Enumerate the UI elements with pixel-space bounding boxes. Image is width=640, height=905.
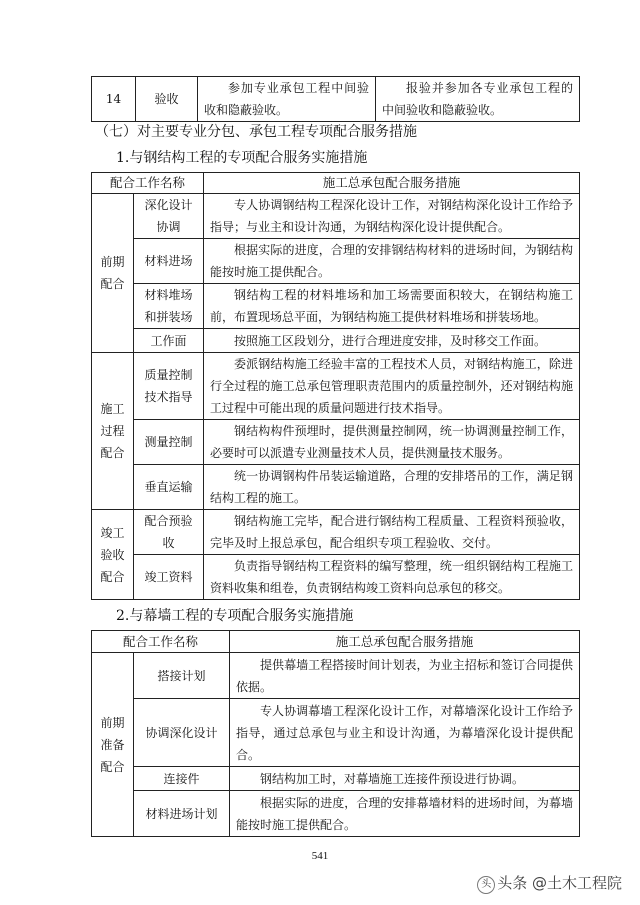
- steel-title: 1.与钢结构工程的专项配合服务实施措施: [116, 150, 368, 166]
- header-work: 配合工作名称: [92, 631, 230, 653]
- watermark-text: 头条 @土木工程院: [497, 874, 622, 892]
- item-text: 委派钢结构施工经验丰富的工程技术人员，对钢结构施工，除进行全过程的施工总承包管理职责范围内的质量控制外，还对钢结构施工过程中可能出现的质量问题进行技术指导。: [204, 353, 580, 420]
- item-text: 提供幕墙工程搭接时间计划表，为业主招标和签订合同提供依据。: [230, 653, 580, 699]
- item-name: 材料堆场和拼装场: [134, 284, 204, 329]
- item-text: 钢结构工程的材料堆场和加工场需要面积较大，在钢结构施工前，布置现场总平面，为钢结构施工提供材料堆场和拼装场地。: [204, 284, 580, 329]
- group-label: 施工过程配合: [92, 353, 134, 510]
- item-name: 材料进场: [134, 239, 204, 284]
- item-text: 专人协调幕墙工程深化设计工作，对幕墙深化设计工作给予指导，通过总承包与业主和设计沟通，为幕墙深化设计提供配合。: [230, 699, 580, 767]
- item-text: 按照施工区段划分，进行合理进度安排，及时移交工作面。: [204, 329, 580, 353]
- item-name: 连接件: [134, 767, 230, 791]
- table-row: [92, 284, 580, 329]
- item-text: 根据实际的进度，合理的安排钢结构材料的进场时间，为钢结构能按时施工提供配合。: [204, 239, 580, 284]
- table-row: [92, 194, 580, 239]
- item-text: 钢结构施工完毕，配合进行钢结构工程质量、工程资料预验收，完毕及时上报总承包，配合组织专项工程验收、交付。: [204, 510, 580, 555]
- table-row: [92, 329, 580, 353]
- row-number: 14: [92, 77, 136, 122]
- table-row: [92, 767, 580, 791]
- item-text: 钢结构构件预埋时，提供测量控制网，统一协调测量控制工作，必要时可以派遣专业测量技术人员，提供测量技术服务。: [204, 420, 580, 465]
- table-row: [92, 510, 580, 555]
- item-name: 质量控制技术指导: [134, 353, 204, 420]
- table-row: [92, 239, 580, 284]
- row-gc-text: 参加专业承包工程中间验收和隐蔽验收。: [198, 77, 376, 122]
- page-number: 541: [311, 850, 329, 862]
- table-row: [92, 465, 580, 510]
- item-name: 搭接计划: [134, 653, 230, 699]
- item-name: 测量控制: [134, 420, 204, 465]
- item-name: 工作面: [134, 329, 204, 353]
- top-table: [91, 76, 580, 122]
- group-label: 前期配合: [92, 194, 134, 353]
- steel-table: [91, 172, 580, 600]
- item-text: 专人协调钢结构工程深化设计工作，对钢结构深化设计工作给予指导；与业主和设计沟通，为钢结构深化设计提供配合。: [204, 194, 580, 239]
- item-text: 钢结构加工时，对幕墙施工连接件预设进行协调。: [230, 767, 580, 791]
- table-row: [92, 791, 580, 837]
- table-header-row: [92, 631, 580, 653]
- table-header-row: [92, 173, 580, 194]
- item-name: 竣工资料: [134, 555, 204, 600]
- header-measures: 施工总承包配合服务措施: [230, 631, 580, 653]
- item-text: 根据实际的进度，合理的安排幕墙材料的进场时间，为幕墙能按时施工提供配合。: [230, 791, 580, 837]
- table-row: [92, 353, 580, 420]
- item-text: 负责指导钢结构工程资料的编写整理，统一组织钢结构工程施工资料收集和组卷，负责钢结构竣工资料向总承包的移交。: [204, 555, 580, 600]
- group-label: 前期准备配合: [92, 653, 134, 837]
- table-row: [92, 555, 580, 600]
- item-text: 统一协调钢构件吊装运输道路，合理的安排塔吊的工作，满足钢结构工程的施工。: [204, 465, 580, 510]
- section-title: （七）对主要专业分包、承包工程专项配合服务措施: [95, 124, 417, 140]
- curtain-title: 2.与幕墙工程的专项配合服务实施措施: [116, 608, 354, 624]
- table-row: [92, 653, 580, 699]
- table-row: [92, 420, 580, 465]
- item-name: 深化设计协调: [134, 194, 204, 239]
- header-measures: 施工总承包配合服务措施: [204, 173, 580, 194]
- item-name: 配合预验收: [134, 510, 204, 555]
- group-label: 竣工验收配合: [92, 510, 134, 600]
- curtain-table: [91, 630, 580, 837]
- table-row: [92, 699, 580, 767]
- item-name: 垂直运输: [134, 465, 204, 510]
- watermark: [477, 872, 622, 894]
- header-work: 配合工作名称: [92, 173, 204, 194]
- item-name: 协调深化设计: [134, 699, 230, 767]
- row-name: 验收: [136, 77, 198, 122]
- row-sub-text: 报验并参加各专业承包工程的中间验收和隐蔽验收。: [376, 77, 580, 122]
- toutiao-icon: 头: [477, 876, 495, 894]
- item-name: 材料进场计划: [134, 791, 230, 837]
